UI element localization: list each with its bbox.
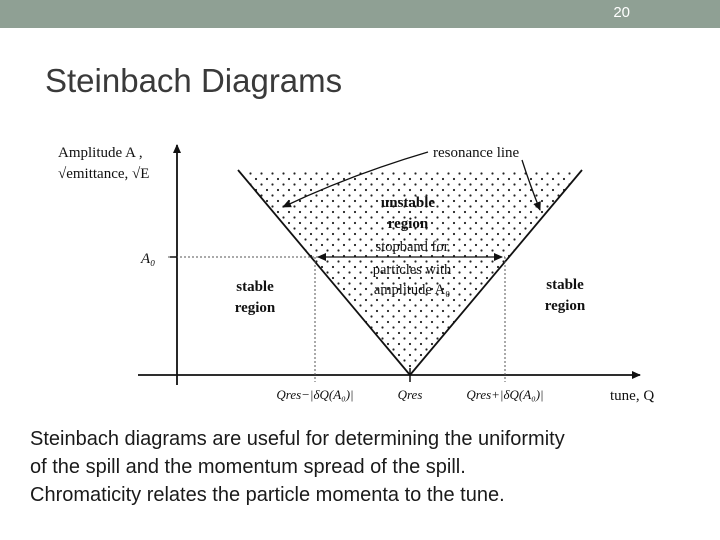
x-tick-label-center: Qres: [397, 387, 423, 402]
unstable-region-label-line1: unstable: [380, 195, 436, 211]
body-text-line-2: of the spill and the momentum spread of the spill.: [30, 456, 466, 478]
x-tick-label-right: Qres+|δQ(A₀)|: [466, 387, 544, 402]
stopband-label-line2: particles with: [372, 262, 452, 278]
stopband-label-line1: stopband for: [375, 239, 449, 255]
resonance-line-label: resonance line: [433, 145, 520, 161]
slide-number: 20: [613, 4, 630, 21]
x-axis-label: tune, Q: [610, 388, 655, 404]
stable-region-left-line2: region: [234, 300, 276, 316]
slide-title: Steinbach Diagrams: [45, 62, 343, 99]
slide-body-text: [30, 425, 710, 509]
body-text-line-1: Steinbach diagrams are useful for determining the uniformity: [30, 428, 565, 450]
unstable-region-label-line2: region: [387, 216, 429, 232]
y-axis-label-line1: Amplitude A ,: [58, 145, 143, 161]
y-axis-label-line2: √emittance, √E: [58, 166, 150, 182]
stable-region-left-line1: stable: [236, 279, 274, 295]
x-tick-label-left: Qres−|δQ(A₀)|: [276, 387, 354, 402]
stopband-label-line3: amplitude A₀: [373, 282, 451, 298]
body-text-line-3: Chromaticity relates the particle momenta to the tune.: [30, 484, 505, 506]
stable-region-right-line2: region: [544, 298, 586, 314]
y-tick-label-a0: A₀: [141, 251, 156, 267]
stable-region-right-line1: stable: [546, 277, 584, 293]
